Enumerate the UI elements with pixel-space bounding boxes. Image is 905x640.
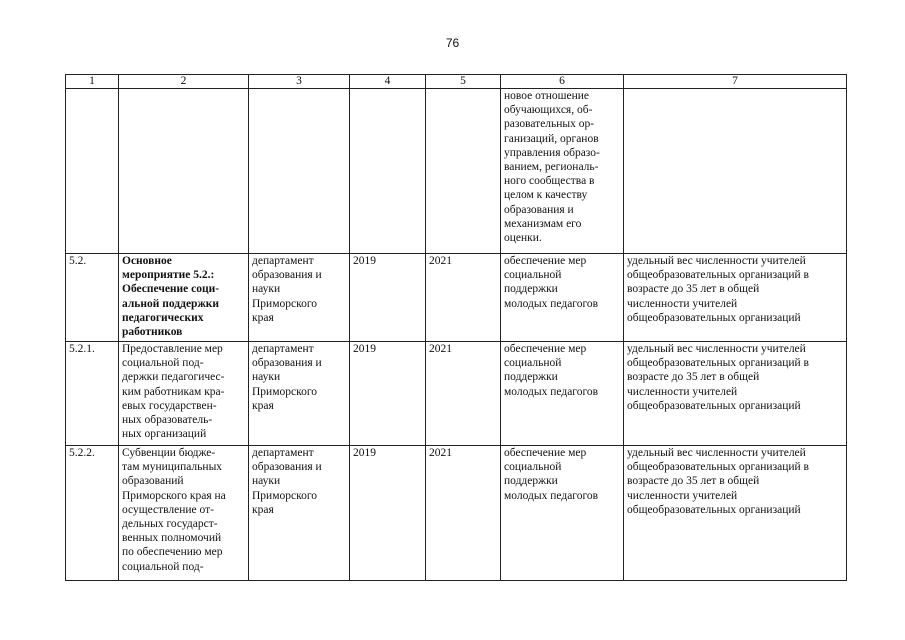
empty-cell: [624, 89, 847, 254]
start-year: 2019: [350, 254, 426, 342]
end-year: 2021: [426, 446, 501, 581]
column-number: 2: [119, 75, 249, 89]
executor: департамент образования и науки Приморского края: [249, 446, 350, 581]
start-year: 2019: [350, 446, 426, 581]
measures-table: [65, 74, 847, 581]
indicator: удельный вес численности учителей общеобразовательных организаций в возрасте до 35 лет в общей численности учителей общеобразовательных организаций: [624, 342, 847, 446]
empty-cell: [249, 89, 350, 254]
empty-cell: [426, 89, 501, 254]
column-number: 3: [249, 75, 350, 89]
column-number: 4: [350, 75, 426, 89]
executor: департамент образования и науки Приморского края: [249, 342, 350, 446]
empty-cell: [119, 89, 249, 254]
measure-name: Субвенции бюдже- там муниципальных образований Приморского края на осуществление от- дельных государст- венных полномочий по обеспечению мер социальной под-: [119, 446, 249, 581]
column-number: 7: [624, 75, 847, 89]
column-number-row: [66, 75, 847, 89]
empty-cell: [350, 89, 426, 254]
empty-cell: [66, 89, 119, 254]
executor: департамент образования и науки Приморского края: [249, 254, 350, 342]
table-row: [66, 254, 847, 342]
end-year: 2021: [426, 342, 501, 446]
row-number: 5.2.1.: [66, 342, 119, 446]
expected-result: обеспечение мер социальной поддержки молодых педагогов: [501, 342, 624, 446]
column-number: 1: [66, 75, 119, 89]
table-row: [66, 342, 847, 446]
page-number: 76: [445, 36, 460, 50]
row-number: 5.2.2.: [66, 446, 119, 581]
continuation-row: [66, 89, 847, 254]
column-number: 6: [501, 75, 624, 89]
table-row: [66, 446, 847, 581]
indicator: удельный вес численности учителей общеобразовательных организаций в возрасте до 35 лет в общей численности учителей общеобразовательных организаций: [624, 254, 847, 342]
column-number: 5: [426, 75, 501, 89]
measure-name: Предоставление мер социальной под- держки педагогичес- ким работникам кра- евых государствен- ных образователь- ных организаций: [119, 342, 249, 446]
result-cell: новое отношение обучающихся, об- разовательных ор- ганизаций, органов управления образо- ванием, региональ- ного сообщества в целом к качеству образования и механизмам его оценки.: [501, 89, 624, 254]
indicator: удельный вес численности учителей общеобразовательных организаций в возрасте до 35 лет в общей численности учителей общеобразовательных организаций: [624, 446, 847, 581]
end-year: 2021: [426, 254, 501, 342]
measure-name: Основное мероприятие 5.2.: Обеспечение соци- альной поддержки педагогических работников: [119, 254, 249, 342]
expected-result: обеспечение мер социальной поддержки молодых педагогов: [501, 254, 624, 342]
start-year: 2019: [350, 342, 426, 446]
expected-result: обеспечение мер социальной поддержки молодых педагогов: [501, 446, 624, 581]
row-number: 5.2.: [66, 254, 119, 342]
